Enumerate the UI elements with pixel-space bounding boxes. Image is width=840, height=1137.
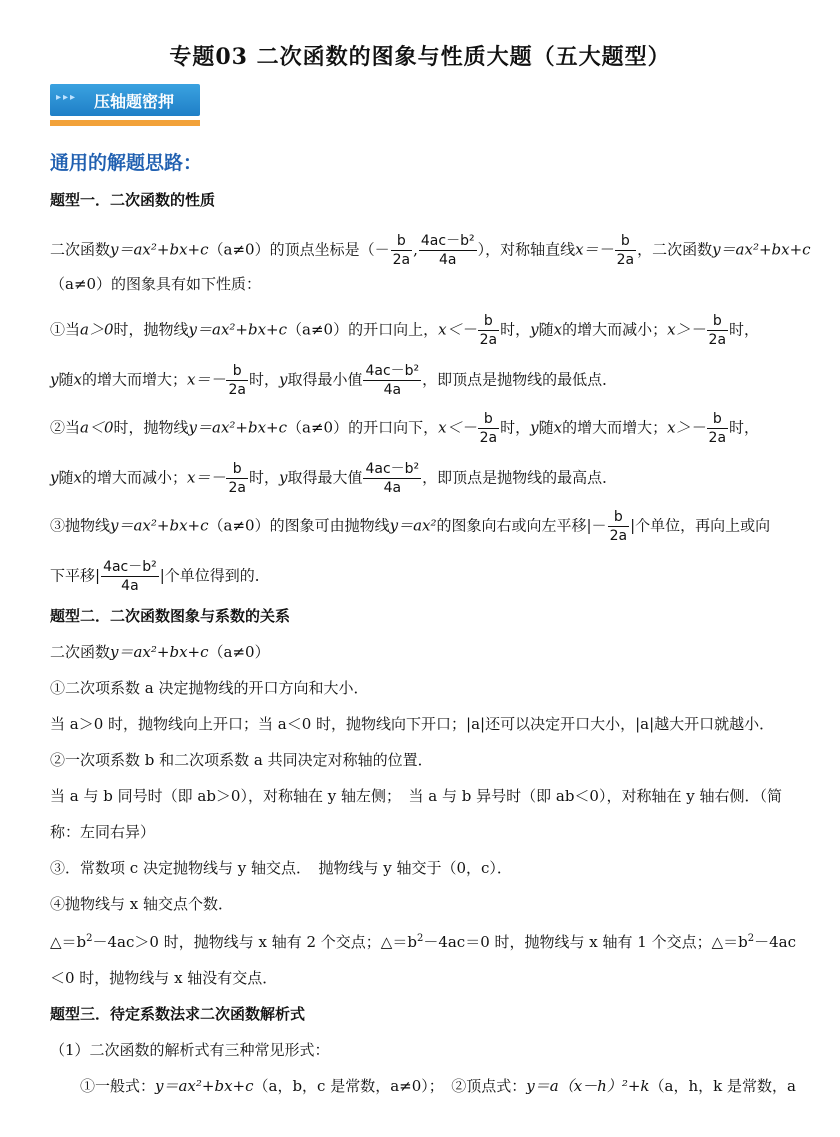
t3-line2: ①一般式：y＝ax²+bx+c（a，b，c 是常数，a≠0）； ②顶点式：y＝a（x－h）²+k（a，h，k 是常数，a	[80, 1077, 796, 1095]
t1-prop2-line1: ②当a＜0时，抛物线y＝ax²+bx+c（a≠0）的开口向下，x＜－ $\frac{b}{2a}$ 时，y随x的增大而增大；x＞－ $\frac{b}{2a}$ 时，	[50, 411, 760, 446]
t2-line3: 当 a＞0 时，抛物线向上开口；当 a＜0 时，抛物线向下开口；|a|还可以决定开口大小，|a|越大开口就越小．	[50, 715, 775, 733]
t2-line7: ③．常数项 c 决定抛物线与 y 轴交点． 抛物线与 y 轴交于（0，c）．	[50, 859, 512, 877]
t1-intro: 二次函数y＝ax²+bx+c（a≠0）的顶点坐标是（－ $\frac{b}{2a}$ , $\frac{\text{4ac－b²}}{4a}$ ），对称轴直线x＝－ $\frac{b}{2a}$ ，二次函数y＝ax²+bx+c	[50, 233, 811, 268]
t2-line5: 当 a 与 b 同号时（即 ab＞0），对称轴在 y 轴左侧； 当 a 与 b 异号时（即 ab＜0），对称轴在 y 轴右侧．（简	[50, 787, 782, 805]
section-heading: 通用的解题思路：	[50, 152, 203, 174]
t1-prop3-line2: 下平移| $\frac{\text{4ac－b²}}{4a}$ |个单位得到的．	[50, 559, 270, 594]
t2-line10: ＜0 时，抛物线与 x 轴没有交点．	[50, 969, 278, 987]
t2-line4: ②一次项系数 b 和二次项系数 a 共同决定对称轴的位置．	[50, 751, 433, 769]
t2-line6: 称：左同右异）	[50, 823, 156, 841]
badge	[50, 84, 210, 130]
badge-label: 压轴题密押	[94, 92, 175, 111]
t2-line1: 二次函数y＝ax²+bx+c（a≠0）	[50, 643, 270, 661]
t1-prop1-line1: ①当a＞0时，抛物线y＝ax²+bx+c（a≠0）的开口向上，x＜－ $\frac{b}{2a}$ 时，y随x的增大而减小；x＞－ $\frac{b}{2a}$ 时，	[50, 313, 760, 348]
t2-line2: ①二次项系数 a 决定抛物线的开口方向和大小．	[50, 679, 369, 697]
t2-line8: ④抛物线与 x 轴交点个数．	[50, 895, 233, 913]
badge-arrows-icon: ▸▸▸	[56, 92, 78, 103]
t1-header: 题型一．二次函数的性质	[50, 191, 216, 209]
t1-cond: （a≠0）的图象具有如下性质：	[50, 275, 262, 293]
page-title: 专题03 二次函数的图象与性质大题（五大题型）	[169, 44, 671, 70]
t2-line9: $\triangle=b^2-4ac>0$ 时，抛物线与 x 轴有 2 个交点；$\triangle=b^2-4ac=0$ 时，抛物线与 x 轴有 1 个交点；$\triangle=b^2-4ac$	[50, 933, 796, 951]
t2-header: 题型二．二次函数图象与系数的关系	[50, 607, 291, 625]
badge-underline	[50, 120, 200, 126]
t3-header: 题型三．待定系数法求二次函数解析式	[50, 1005, 306, 1023]
t3-line1: （1）二次函数的解析式有三种常见形式：	[50, 1041, 330, 1059]
t1-prop1-line2: y随x的增大而增大；x＝－ $\frac{b}{2a}$ 时，y取得最小值 $\frac{\text{4ac－b²}}{4a}$ ，即顶点是抛物线的最低点．	[50, 363, 618, 398]
t1-prop2-line2: y随x的增大而减小；x＝－ $\frac{b}{2a}$ 时，y取得最大值 $\frac{\text{4ac－b²}}{4a}$ ，即顶点是抛物线的最高点．	[50, 461, 618, 496]
t1-prop3-line1: ③抛物线y＝ax²+bx+c（a≠0）的图象可由抛物线y＝ax²的图象向右或向左平移|－ $\frac{b}{2a}$ |个单位，再向上或向	[50, 509, 771, 544]
